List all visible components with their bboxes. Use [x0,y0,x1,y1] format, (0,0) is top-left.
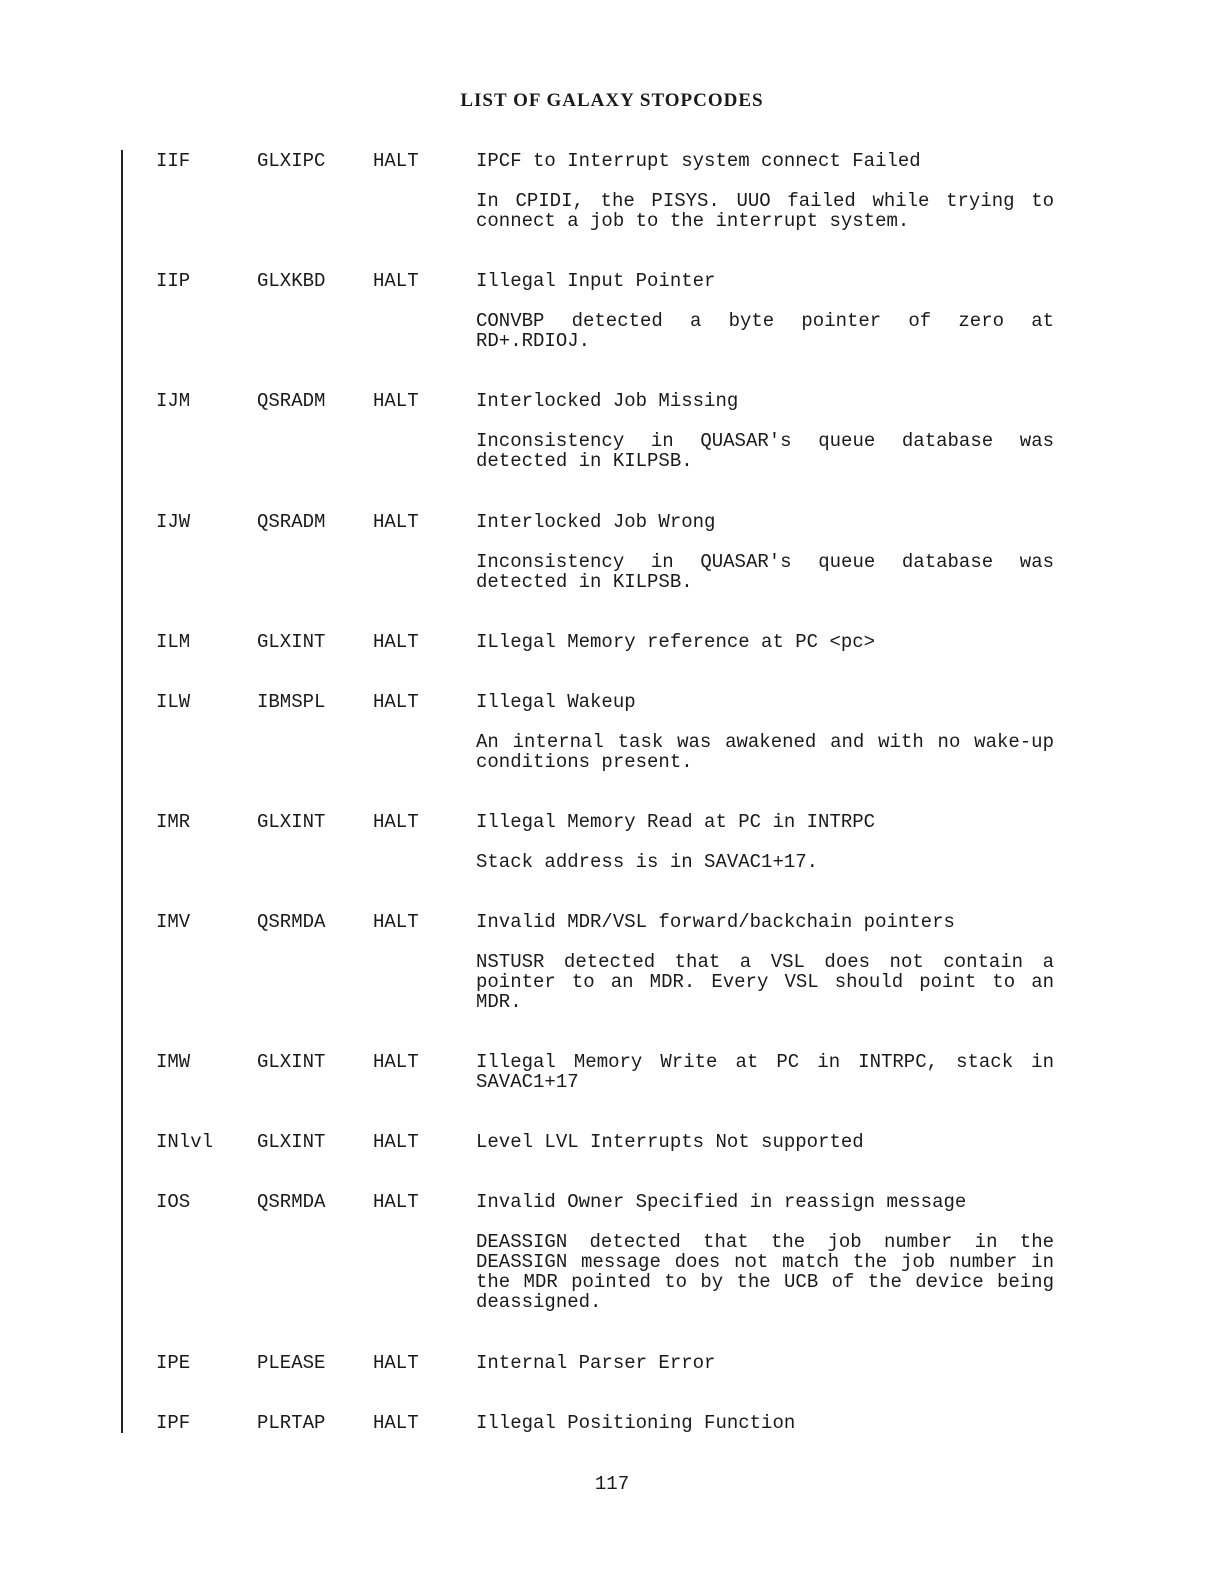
stopcode-description: An internal task was awakened and with no wake-up conditions present. [476,731,1054,773]
stopcode-code: IIF [156,150,191,172]
stopcode-title: Level LVL Interrupts Not supported [476,1131,864,1153]
stopcode-title: Illegal Memory Write at PC in INTRPC, stack in SAVAC1+17 [476,1051,1054,1093]
stopcode-description: In CPIDI, the PISYS. UUO failed while trying to connect a job to the interrupt system. [476,190,1054,232]
stopcode-title: ILlegal Memory reference at PC <pc> [476,631,876,653]
stopcode-title: Illegal Wakeup [476,691,636,713]
stopcode-description: CONVBP detected a byte pointer of zero at RD+.RDIOJ. [476,310,1054,352]
stopcode-description: Inconsistency in QUASAR's queue database was detected in KILPSB. [476,430,1054,472]
stopcode-action: HALT [373,1412,419,1434]
stopcode-action: HALT [373,511,419,533]
stopcode-action: HALT [373,270,419,292]
stopcode-title: Illegal Positioning Function [476,1412,796,1434]
stopcode-action: HALT [373,1131,419,1153]
stopcode-module: QSRMDA [257,911,326,933]
stopcode-code: IMV [156,911,191,933]
stopcode-module: GLXINT [257,631,326,653]
stopcode-module: PLEASE [257,1352,326,1374]
stopcode-module: PLRTAP [257,1412,326,1434]
stopcode-module: IBMSPL [257,691,326,713]
stopcode-module: QSRADM [257,511,326,533]
stopcode-code: IJW [156,511,191,533]
stopcode-description: Inconsistency in QUASAR's queue database was detected in KILPSB. [476,551,1054,593]
stopcode-module: GLXIPC [257,150,326,172]
stopcode-title: IPCF to Interrupt system connect Failed [476,150,921,172]
stopcode-code: IOS [156,1191,191,1213]
stopcode-module: GLXINT [257,811,326,833]
stopcode-action: HALT [373,811,419,833]
stopcode-action: HALT [373,631,419,653]
stopcode-code: ILM [156,631,191,653]
stopcode-action: HALT [373,911,419,933]
stopcode-module: GLXINT [257,1051,326,1073]
stopcode-code: IMW [156,1051,191,1073]
stopcode-code: INlvl [156,1131,214,1153]
stopcode-code: IPE [156,1352,191,1374]
stopcode-title: Interlocked Job Missing [476,390,739,412]
stopcode-code: ILW [156,691,191,713]
stopcode-description: NSTUSR detected that a VSL does not contain a pointer to an MDR. Every VSL should point to an MDR. [476,951,1054,1013]
stopcode-action: HALT [373,1051,419,1073]
stopcode-module: QSRADM [257,390,326,412]
stopcode-action: HALT [373,390,419,412]
stopcode-title: Invalid Owner Specified in reassign message [476,1191,967,1213]
stopcode-module: GLXKBD [257,270,326,292]
stopcode-module: GLXINT [257,1131,326,1153]
stopcode-action: HALT [373,691,419,713]
stopcode-code: IIP [156,270,191,292]
stopcode-code: IMR [156,811,191,833]
stopcode-title: Invalid MDR/VSL forward/backchain pointers [476,911,955,933]
stopcode-action: HALT [373,1191,419,1213]
stopcode-title: Illegal Input Pointer [476,270,716,292]
stopcode-title: Internal Parser Error [476,1352,716,1374]
stopcode-code: IJM [156,390,191,412]
stopcode-module: QSRMDA [257,1191,326,1213]
stopcode-action: HALT [373,1352,419,1374]
stopcode-code: IPF [156,1412,191,1434]
stopcode-title: Illegal Memory Read at PC in INTRPC [476,811,876,833]
stopcode-description: Stack address is in SAVAC1+17. [476,851,819,873]
page-title: LIST OF GALAXY STOPCODES [460,90,764,111]
stopcode-title: Interlocked Job Wrong [476,511,716,533]
page-number: 117 [594,1473,630,1495]
stopcode-description: DEASSIGN detected that the job number in the DEASSIGN message does not match the job number in the MDR pointed to by the UCB of the device being deassigned. [476,1231,1054,1313]
stopcode-action: HALT [373,150,419,172]
